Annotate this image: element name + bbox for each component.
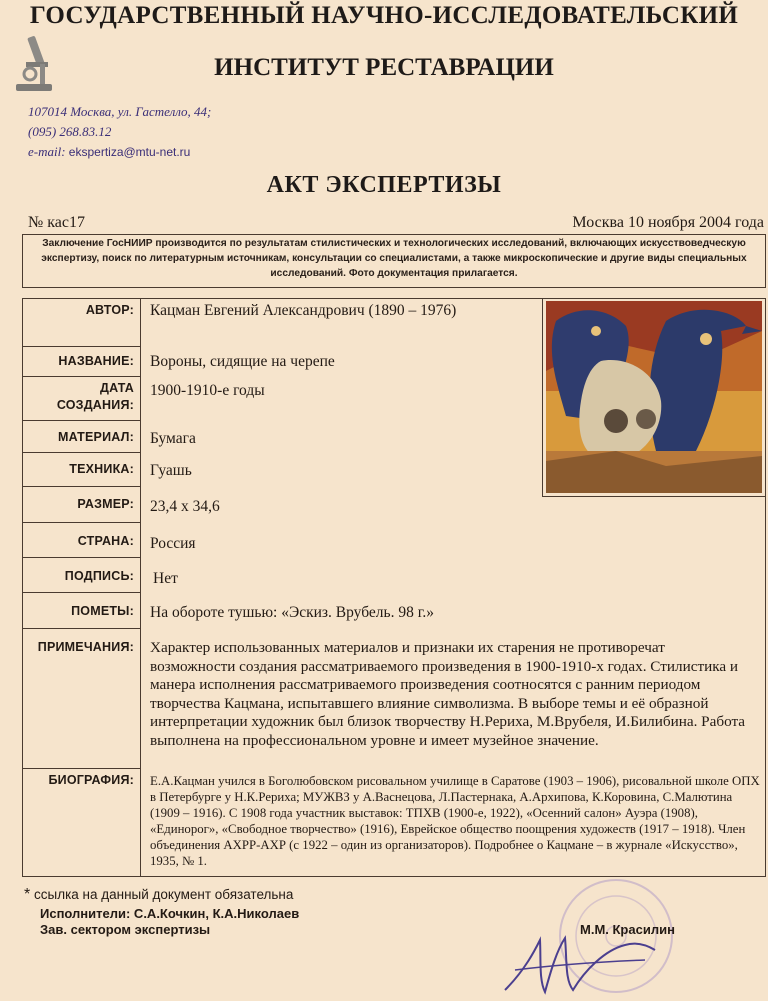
date-value: 1900-1910-е годы	[150, 382, 265, 399]
technique-value: Гуашь	[150, 462, 192, 479]
author-label: АВТОР:	[23, 299, 141, 347]
marks-label: ПОМЕТЫ:	[23, 593, 141, 629]
reference-note-text: ссылка на данный документ обязательна	[34, 887, 294, 902]
notes-label: ПРИМЕЧАНИЯ:	[23, 629, 141, 769]
date-label	[23, 377, 141, 421]
row-title	[23, 347, 765, 377]
row-technique	[23, 453, 765, 487]
email-line	[28, 144, 190, 160]
material-value: Бумага	[150, 430, 196, 447]
title-label: НАЗВАНИЕ:	[23, 347, 141, 377]
signature-label: ПОДПИСЬ:	[23, 558, 141, 593]
signature-value: Нет	[153, 570, 178, 587]
asterisk-mark: *	[24, 886, 31, 903]
email-label: e-mail:	[28, 144, 66, 159]
row-material	[23, 421, 765, 453]
row-notes	[23, 629, 765, 769]
handwritten-signature-icon	[495, 930, 665, 1000]
email-link[interactable]: ekspertiza@mtu-net.ru	[68, 145, 191, 159]
title-value: Вороны, сидящие на черепе	[150, 353, 335, 370]
document-city-date: Москва 10 ноября 2004 года	[572, 214, 764, 231]
notes-value: Характер использованных материалов и признаки их старения не противоречат возможности создания рассматриваемого произведения в 1900-1910-х годах. Стилистика и манера исполнения рассматриваемого произведения соотносятся с ранним периодом творчества Кацмана, испытавшего влияние символизма. В выборе темы и её образной интерпретации художник был близок творчеству Н.Рериха, М.Врубеля, И.Билибина. Работа выполнена на профессиональном уровне и имеет музейное значение.	[150, 639, 746, 749]
reference-note	[24, 886, 293, 904]
row-size	[23, 487, 765, 523]
sector-head-label: Зав. сектором экспертизы	[40, 922, 211, 937]
phone-text: (095) 268.83.12	[28, 124, 112, 139]
marks-value: На обороте тушью: «Эскиз. Врубель. 98 г.»	[150, 604, 434, 621]
biography-label: БИОГРАФИЯ:	[23, 769, 141, 876]
row-biography	[23, 769, 765, 876]
document-title: АКТ ЭКСПЕРТИЗЫ	[266, 172, 502, 198]
document-number: № кас17	[28, 214, 85, 231]
expertise-notice: Заключение ГосНИИР производится по результатам стилистических и технологических исследований, включающих искусствоведческую экспертизу, поиск по литературным источникам, консультации со специалистами, а также микроскопические и другие виды специальных исследований. Фото документация прилагается.	[22, 234, 766, 288]
author-value: Кацман Евгений Александрович (1890 – 1976)	[150, 302, 457, 319]
institute-name-line1: ГОСУДАРСТВЕННЫЙ НАУЧНО-ИССЛЕДОВАТЕЛЬСКИЙ	[29, 2, 739, 29]
country-label: СТРАНА:	[23, 523, 141, 558]
row-date	[23, 377, 765, 421]
date-label-line2: СОЗДАНИЯ:	[56, 398, 134, 412]
address-text: 107014 Москва, ул. Гастелло, 44;	[28, 104, 212, 119]
material-label: МАТЕРИАЛ:	[23, 421, 141, 453]
row-signature	[23, 558, 765, 593]
size-label: РАЗМЕР:	[23, 487, 141, 523]
country-value: Россия	[150, 535, 196, 552]
executors-line: Исполнители: С.А.Кочкин, К.А.Николаев	[40, 906, 300, 921]
size-value: 23,4 х 34,6	[150, 498, 220, 515]
row-country	[23, 523, 765, 558]
row-marks	[23, 593, 765, 629]
sector-head-name: М.М. Красилин	[580, 922, 675, 937]
institute-name-line2: ИНСТИТУТ РЕСТАВРАЦИИ	[214, 54, 554, 81]
row-author	[23, 299, 765, 347]
date-label-line1: ДАТА	[100, 381, 134, 395]
expertise-table	[22, 298, 766, 877]
technique-label: ТЕХНИКА:	[23, 453, 141, 487]
biography-value: Е.А.Кацман учился в Боголюбовском рисовальном училище в Саратове (1903 – 1906), рисовальной школе ОПХ в Петербурге у Н.К.Рериха; МУЖВЗ у А.Васнецова, Л.Пастернака, А.Архипова, К.Коровина, С.Малютина (1909 – 1916). С 1908 года участник выставок: ТПХВ (1900-е, 1922), «Осенний салон» Ауэра (1908), «Единорог», «Свободное творчество» (1916), Еврейское общество поощрения художеств (1917 – 1918). Член объединения АХРР-АХР (с 1922 – один из организаторов). Подробнее о Кацмане – в журнале «Искусство», 1935, № 1.	[150, 774, 760, 868]
